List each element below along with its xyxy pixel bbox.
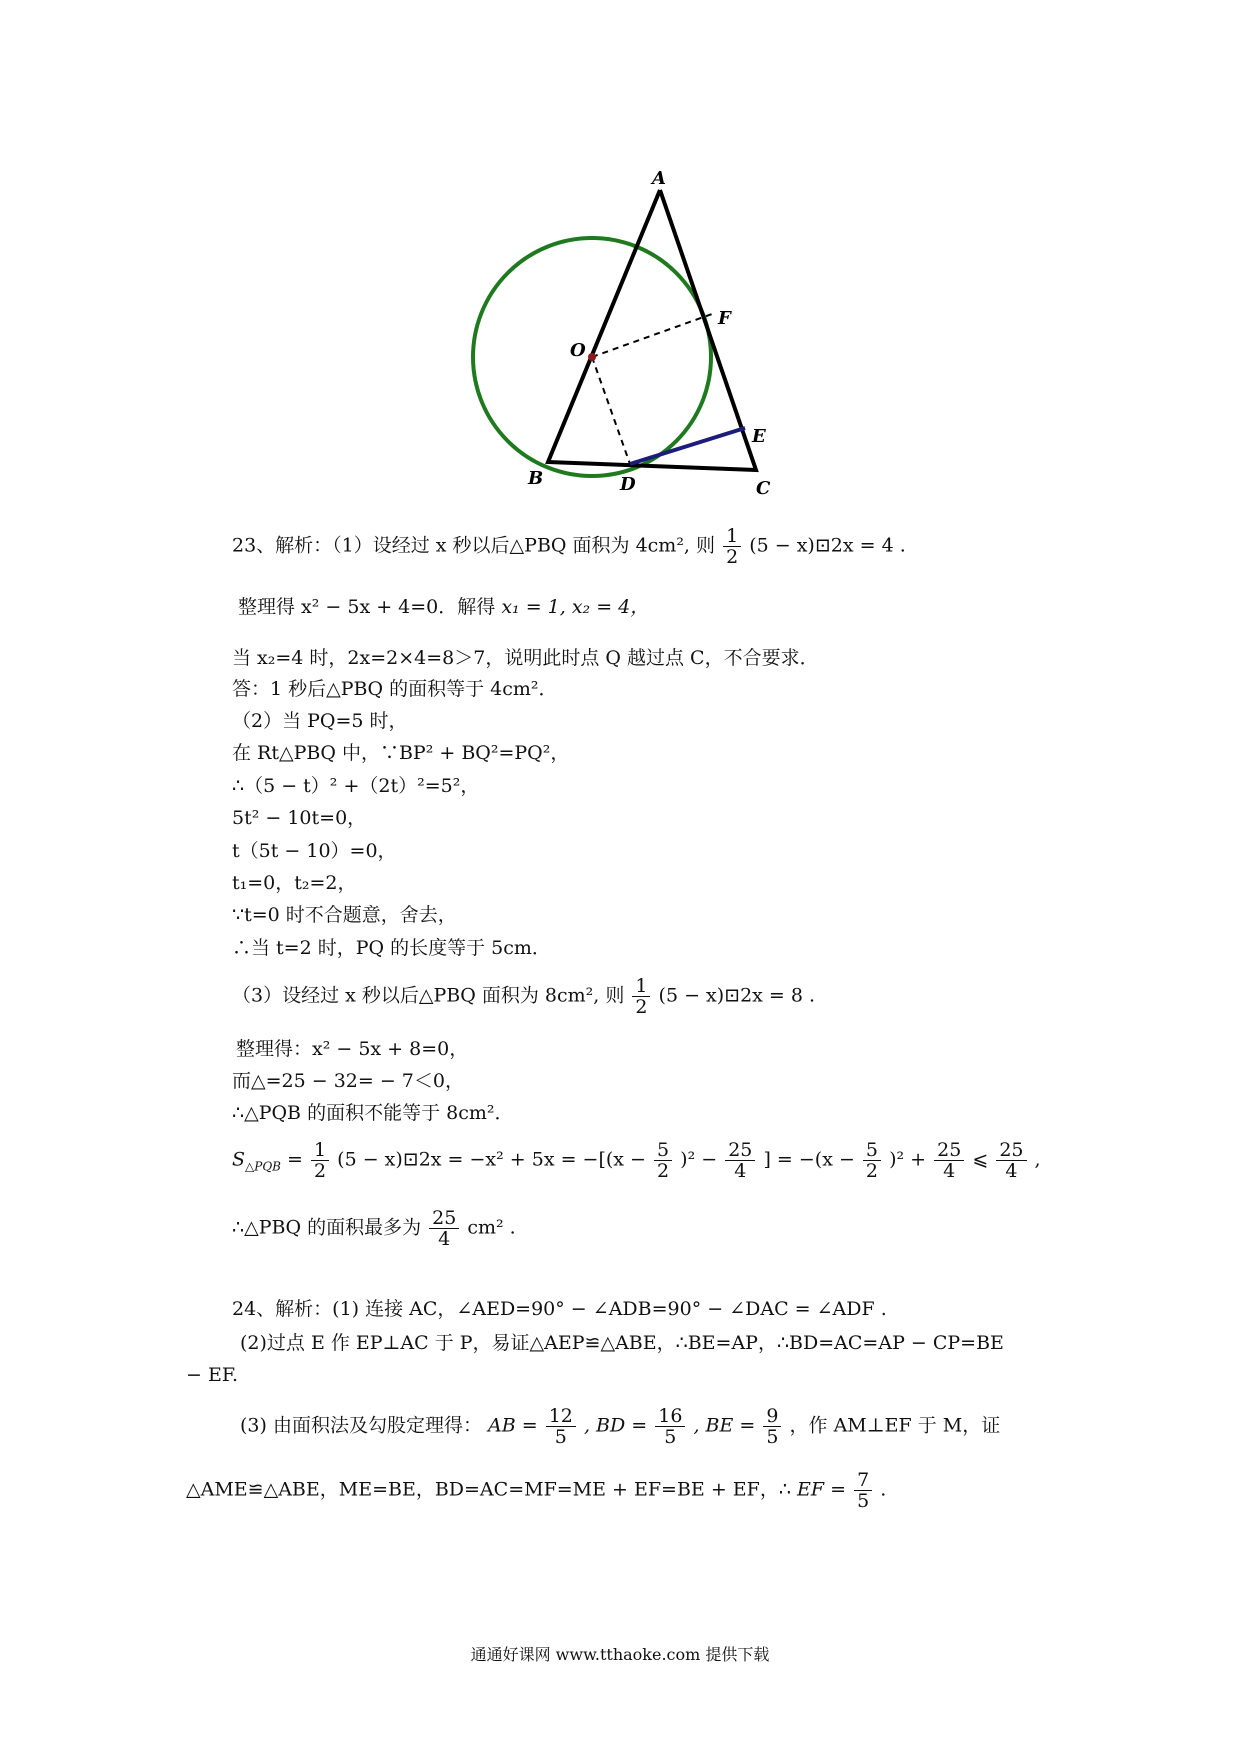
fraction: $\frac{25}{4}$	[934, 1140, 964, 1181]
label-d: D	[620, 474, 636, 495]
geometry-diagram	[0, 0, 1240, 500]
q23-line-6: 在 Rt△PBQ 中，∵BP² + BQ²=PQ²，	[232, 742, 570, 764]
q23-line-8: 5t² − 10t=0，	[232, 807, 367, 829]
q23-line-5: （2）当 PQ=5 时，	[232, 710, 408, 732]
q23-line-10: t₁=0，t₂=2，	[232, 872, 357, 894]
fraction: $\frac{16}{5}$	[655, 1406, 685, 1447]
q23-line-7: ∴（5 − t）² +（2t）²=5²，	[232, 775, 480, 797]
point-o	[588, 353, 596, 361]
q23-line-2: 整理得 x² − 5x + 4=0．解得 x₁ = 1, x₂ = 4，	[238, 596, 650, 618]
label-b: B	[528, 468, 544, 489]
label-e: E	[752, 426, 766, 447]
label-a: A	[652, 168, 666, 189]
q23-line-4: 答：1 秒后△PBQ 的面积等于 4cm²．	[232, 678, 558, 700]
q23-line-9: t（5t − 10）=0，	[232, 840, 397, 862]
label-c: C	[756, 478, 771, 499]
fraction: $\frac{7}{5}$	[854, 1470, 872, 1511]
q24-line-1: 24、解析：(1) 连接 AC，∠AED=90° − ∠ADB=90° − ∠DAC = ∠ADF .	[232, 1298, 887, 1320]
segment-od	[592, 357, 630, 464]
q23-line-13: （3）设经过 x 秒以后△PBQ 面积为 8cm², 则 $\frac{1}{2}$ (5 − x)⊡2x = 8 .	[232, 975, 816, 1018]
q24-line-4: (3) 由面积法及勾股定理得： AB = $\frac{12}{5}$ , BD = $\frac{16}{5}$ , BE = $\frac{9}{5}$ ，作 AM⊥EF 于 M，证	[240, 1405, 1001, 1448]
page-footer: 通通好课网 www.tthaoke.com 提供下载	[470, 1645, 770, 1664]
fraction: $\frac{25}{4}$	[996, 1140, 1026, 1181]
q24-line-5: △AME≌△ABE，ME=BE，BD=AC=MF=ME + EF=BE + EF，∴ EF = $\frac{7}{5}$ .	[186, 1469, 887, 1512]
fraction: $\frac{1}{2}$	[632, 976, 650, 1017]
fraction: $\frac{25}{4}$	[725, 1140, 755, 1181]
q23-line-15: 而△=25 − 32= − 7＜0，	[232, 1070, 464, 1092]
q23-line-14: 整理得：x² − 5x + 8=0，	[236, 1038, 469, 1060]
label-f: F	[718, 308, 731, 329]
fraction: $\frac{1}{2}$	[311, 1140, 329, 1181]
q23-line-17: $S_{\triangle PQB}$ = $\frac{1}{2}$ (5 − x)⊡2x = −x² + 5x = −[(x − $\frac{5}{2}$ )² − $\frac{25}{4}$ ] = −(x − $\frac{5}{2}$ )² + $\frac{25}{4}$ ⩽ $\frac{25}{4}$ ,	[232, 1139, 1041, 1182]
q23-line-16: ∴△PQB 的面积不能等于 8cm²．	[232, 1102, 514, 1124]
fraction: $\frac{9}{5}$	[763, 1406, 781, 1447]
q24-line-3: − EF.	[186, 1364, 239, 1386]
fraction: $\frac{25}{4}$	[429, 1208, 459, 1249]
q23-line-11: ∵t=0 时不合题意，舍去，	[232, 904, 457, 926]
label-o: O	[570, 340, 586, 361]
fraction: $\frac{12}{5}$	[546, 1406, 576, 1447]
triangle-abc	[548, 190, 756, 470]
fraction: $\frac{5}{2}$	[863, 1140, 881, 1181]
segment-of	[592, 314, 712, 357]
fraction: $\frac{5}{2}$	[654, 1140, 672, 1181]
fraction: $\frac{1}{2}$	[723, 526, 741, 567]
segment-de	[630, 428, 745, 464]
q23-line-1: 23、解析：（1）设经过 x 秒以后△PBQ 面积为 4cm², 则 $\frac{1}{2}$ (5 − x)⊡2x = 4 .	[232, 525, 906, 568]
q23-line-18: ∴△PBQ 的面积最多为 $\frac{25}{4}$ cm² .	[232, 1207, 516, 1250]
q23-line-12: ∴当 t=2 时，PQ 的长度等于 5cm．	[232, 937, 551, 959]
q24-line-2: (2)过点 E 作 EP⊥AC 于 P，易证△AEP≌△ABE，∴BE=AP，∴BD=AC=AP − CP=BE	[240, 1332, 1004, 1354]
q23-line-3: 当 x₂=4 时，2x=2×4=8＞7，说明此时点 Q 越过点 C，不合要求．	[232, 647, 819, 669]
